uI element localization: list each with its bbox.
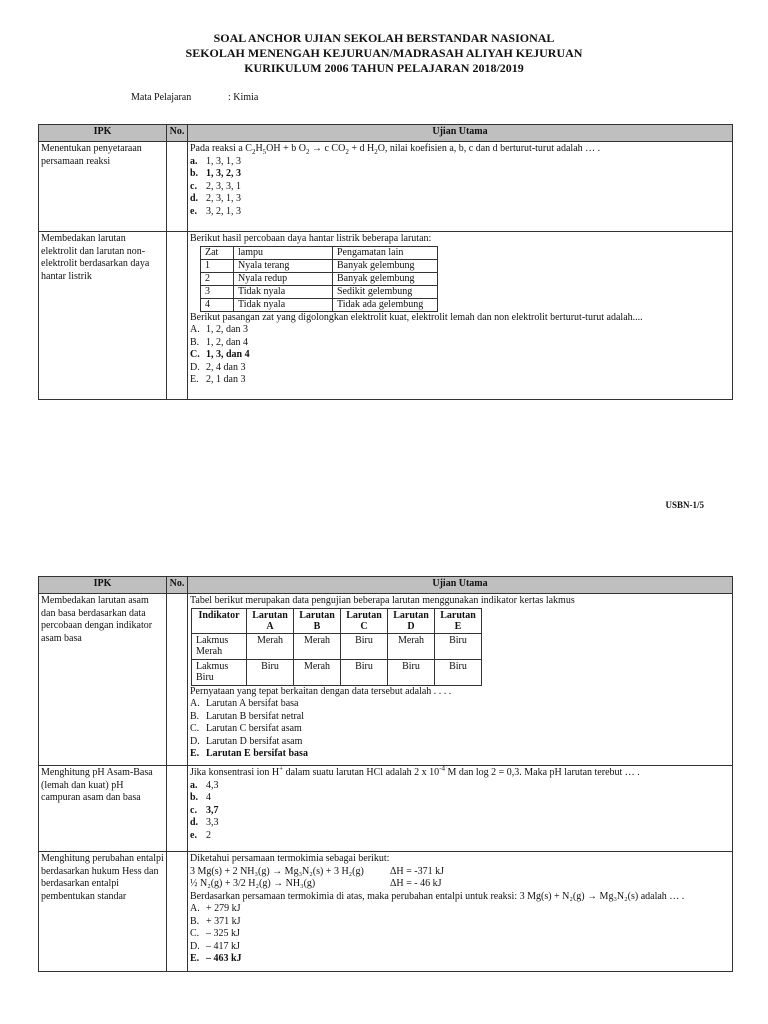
q2-option: B. 1, 2, dan 4: [190, 336, 248, 348]
q4-number: [167, 766, 188, 852]
q2-option-answer: C. 1, 3, dan 4: [190, 349, 250, 360]
q5-option: B. + 371 kJ: [190, 915, 241, 927]
header-line-3: KURIKULUM 2006 TAHUN PELAJARAN 2018/2019: [244, 61, 524, 75]
q2-question: Berikut pasangan zat yang digolongkan elektrolit kuat, elektrolit lemah dan non elektrolit berturut-turut adalah....: [190, 311, 643, 323]
q3-options: [190, 698, 730, 761]
q4-options: [190, 780, 730, 843]
q1-stem: Pada reaksi a $C_2H_5OH + b$ $O_2 \to c$ $CO_2 + d$ $H_2O$, nilai koefisien a, b, c dan d berturut-turut adalah … .: [190, 143, 601, 156]
q4-option: a. 4,3: [190, 779, 219, 791]
q3-option-answer: E. Larutan E bersifat basa: [190, 748, 308, 759]
subject-line: [131, 92, 259, 103]
q5-options: [190, 903, 730, 966]
q5-question: Berdasarkan persamaan termokimia di atas, maka perubahan entalpi untuk reaksi: 3 Mg(s) + N₂(g) → Mg₃N₂(s) adalah … .: [190, 890, 685, 902]
col-header-ipk: IPK: [39, 125, 167, 142]
q1-option: a. 1, 3, 1, 3: [190, 155, 241, 167]
q2-ipk: Membedakan larutan elektrolit dan larutan non-elektrolit berdasarkan daya hantar listrik: [39, 232, 167, 400]
q3-option: D. Larutan D bersifat asam: [190, 735, 303, 747]
q2-option: A. 1, 2, dan 3: [190, 324, 248, 335]
q3-option: A. Larutan A bersifat basa: [190, 698, 299, 709]
page-code: USBN-1/5: [665, 500, 704, 510]
q5-option-answer: E. – 463 kJ: [190, 953, 242, 964]
question-table-2: [38, 576, 733, 972]
q4-ipk: Menghitung pH Asam-Basa (lemah dan kuat) pH campuran asam dan basa: [39, 766, 167, 852]
q5-content: [188, 852, 733, 972]
q1-option-answer: b. 1, 3, 2, 3: [190, 168, 241, 179]
question-table-1: [38, 124, 733, 400]
q3-option: B. Larutan B bersifat netral: [190, 710, 305, 722]
q5-equation-1: 3 Mg(s) + 2 NH₃(g) → Mg₃N₂(s) + 3 H₂(g) ΔH = -371 kJ: [190, 865, 445, 877]
q4-content: [188, 766, 733, 852]
q1-option: e. 3, 2, 1, 3: [190, 205, 241, 217]
q1-content: [188, 142, 733, 232]
subject-label: Mata Pelajaran: [131, 92, 192, 103]
q5-number: [167, 852, 188, 972]
col-header-ujian: Ujian Utama: [188, 577, 733, 594]
q5-ipk: Menghitung perubahan entalpi berdasarkan hukum Hess dan berdasarkan entalpi pembentukan standar: [39, 852, 167, 972]
document-header: [0, 31, 768, 76]
col-header-no: No.: [167, 125, 188, 142]
header-line-2: SEKOLAH MENENGAH KEJURUAN/MADRASAH ALIYAH KEJURUAN: [185, 46, 583, 60]
page-2: [0, 520, 768, 1024]
q3-intro: Tabel berikut merupakan data pengujian beberapa larutan menggunakan indikator kertas lakmus: [190, 595, 575, 606]
q3-ipk: Membedakan larutan asam dan basa berdasarkan data percobaan dengan indikator asam basa: [39, 594, 167, 766]
q4-option: d. 3,3: [190, 817, 219, 828]
col-header-ipk: IPK: [39, 577, 167, 594]
q5-option: D. – 417 kJ: [190, 940, 240, 952]
q4-option: b. 4: [190, 792, 211, 803]
q4-option: e. 2: [190, 829, 211, 841]
q5-option: A. + 279 kJ: [190, 903, 241, 914]
col-header-no: No.: [167, 577, 188, 594]
q2-options: [190, 324, 730, 387]
q3-number: [167, 594, 188, 766]
q3-content: [188, 594, 733, 766]
subject-value: : Kimia: [228, 92, 259, 103]
q1-option: c. 2, 3, 3, 1: [190, 180, 241, 192]
q1-number: [167, 142, 188, 232]
q2-number: [167, 232, 188, 400]
q1-options: [190, 156, 730, 219]
col-header-ujian: Ujian Utama: [188, 125, 733, 142]
q5-option: C. – 325 kJ: [190, 928, 240, 939]
q3-question: Pernyataan yang tepat berkaitan dengan data tersebut adalah . . . .: [190, 685, 452, 697]
q1-ipk: Menentukan penyetaraan persamaan reaksi: [39, 142, 167, 232]
q3-option: C. Larutan C bersifat asam: [190, 723, 302, 734]
q2-data-table: Zat lampu Pengamatan lain 1 Nyala terang Banyak gelembung 2 Nyala redup Banyak gelembung 3 Tidak nyala Sedikit gelembung 4 Tidak nyala Tidak ada gelembung: [200, 246, 438, 312]
q2-intro: Berikut hasil percobaan daya hantar listrik beberapa larutan:: [190, 233, 432, 244]
q2-option: D. 2, 4 dan 3: [190, 361, 246, 373]
q1-option: d. 2, 3, 1, 3: [190, 193, 241, 204]
q3-indicator-table: Indikator Larutan A Larutan B Larutan C Larutan D Larutan E Lakmus Merah Merah Merah Biru Merah Biru Lakmus Biru Biru Merah Biru Biru Biru: [191, 608, 482, 686]
q2-content: [188, 232, 733, 400]
q2-option: E. 2, 1 dan 3: [190, 374, 246, 385]
q4-option-answer: c. 3,7: [190, 804, 219, 816]
q5-equation-2: ½ N₂(g) + 3/2 H₂(g) → NH₃(g) ΔH = - 46 kJ: [190, 878, 442, 889]
header-line-1: SOAL ANCHOR UJIAN SEKOLAH BERSTANDAR NASIONAL: [213, 31, 555, 45]
q4-stem: Jika konsentrasi ion H+ dalam suatu larutan HCl adalah 2 x $10^{-4}$ M dan log 2 = 0,3. Maka pH larutan terebut … .: [190, 764, 640, 778]
q5-intro: Diketahui persamaan termokimia sebagai berikut:: [190, 853, 390, 864]
